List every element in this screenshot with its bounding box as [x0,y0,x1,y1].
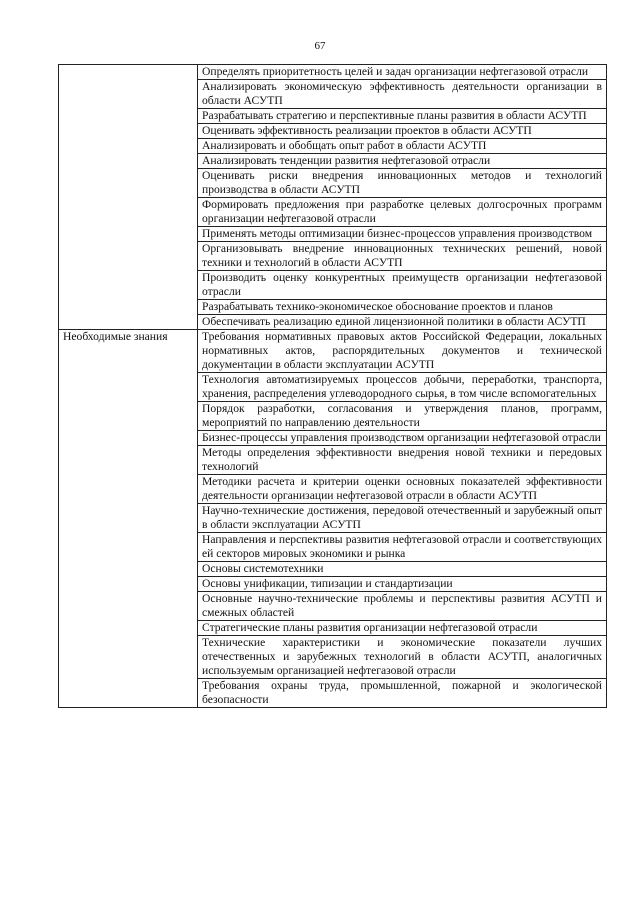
page-number: 67 [314,40,326,52]
skills-item: Разрабатывать технико-экономическое обоснование проектов и планов [198,300,607,315]
knowledge-item: Методики расчета и критерии оценки основных показателей эффективности деятельности организации нефтегазовой отрасли в области АСУТП [198,475,607,504]
skills-item: Оценивать эффективность реализации проектов в области АСУТП [198,124,607,139]
skills-item: Анализировать и обобщать опыт работ в области АСУТП [198,139,607,154]
knowledge-item: Технология автоматизируемых процессов добычи, переработки, транспорта, хранения, распределения углеводородного сырья, в том числе вспомогательных [198,373,607,402]
knowledge-item: Направления и перспективы развития нефтегазовой отрасли и соответствующих ей секторов мировых экономики и рынка [198,533,607,562]
skills-item: Применять методы оптимизации бизнес-процессов управления производством [198,227,607,242]
knowledge-item: Технические характеристики и экономические показатели лучших отечественных и зарубежных технологий в области АСУТП, аналогичных используемым организацией нефтегазовой отрасли [198,636,607,679]
knowledge-item: Основные научно-технические проблемы и перспективы развития АСУТП и смежных областей [198,592,607,621]
knowledge-item: Стратегические планы развития организации нефтегазовой отрасли [198,621,607,636]
knowledge-item: Научно-технические достижения, передовой отечественный и зарубежный опыт в области эксплуатации АСУТП [198,504,607,533]
knowledge-item: Бизнес-процессы управления производством организации нефтегазовой отрасли [198,431,607,446]
skills-item: Анализировать тенденции развития нефтегазовой отрасли [198,154,607,169]
knowledge-item: Требования нормативных правовых актов Российской Федерации, локальных нормативных актов, распорядительных документов и технической документации в области эксплуатации АСУТП [198,330,607,373]
skills-item: Анализировать экономическую эффективность деятельности организации в области АСУТП [198,80,607,109]
skills-item: Определять приоритетность целей и задач организации нефтегазовой отрасли [198,65,607,80]
table-row [59,330,607,373]
skills-item: Обеспечивать реализацию единой лицензионной политики в области АСУТП [198,315,607,330]
skills-item: Организовывать внедрение инновационных технических решений, новой техники и технологий в области АСУТП [198,242,607,271]
skills-item: Разрабатывать стратегию и перспективные планы развития в области АСУТП [198,109,607,124]
skills-item: Формировать предложения при разработке целевых долгосрочных программ организации нефтегазовой отрасли [198,198,607,227]
skills-item: Производить оценку конкурентных преимуществ организации нефтегазовой отрасли [198,271,607,300]
knowledge-item: Требования охраны труда, промышленной, пожарной и экологической безопасности [198,679,607,708]
skills-item: Оценивать риски внедрения инновационных методов и технологий производства в области АСУТП [198,169,607,198]
knowledge-item: Основы системотехники [198,562,607,577]
table-body [59,65,607,708]
competency-table [58,64,607,708]
skills-label [59,65,198,330]
knowledge-label: Необходимые знания [59,330,198,708]
knowledge-item: Основы унификации, типизации и стандартизации [198,577,607,592]
table-row [59,65,607,80]
knowledge-item: Методы определения эффективности внедрения новой техники и передовых технологий [198,446,607,475]
knowledge-item: Порядок разработки, согласования и утверждения планов, программ, мероприятий по направлению деятельности [198,402,607,431]
